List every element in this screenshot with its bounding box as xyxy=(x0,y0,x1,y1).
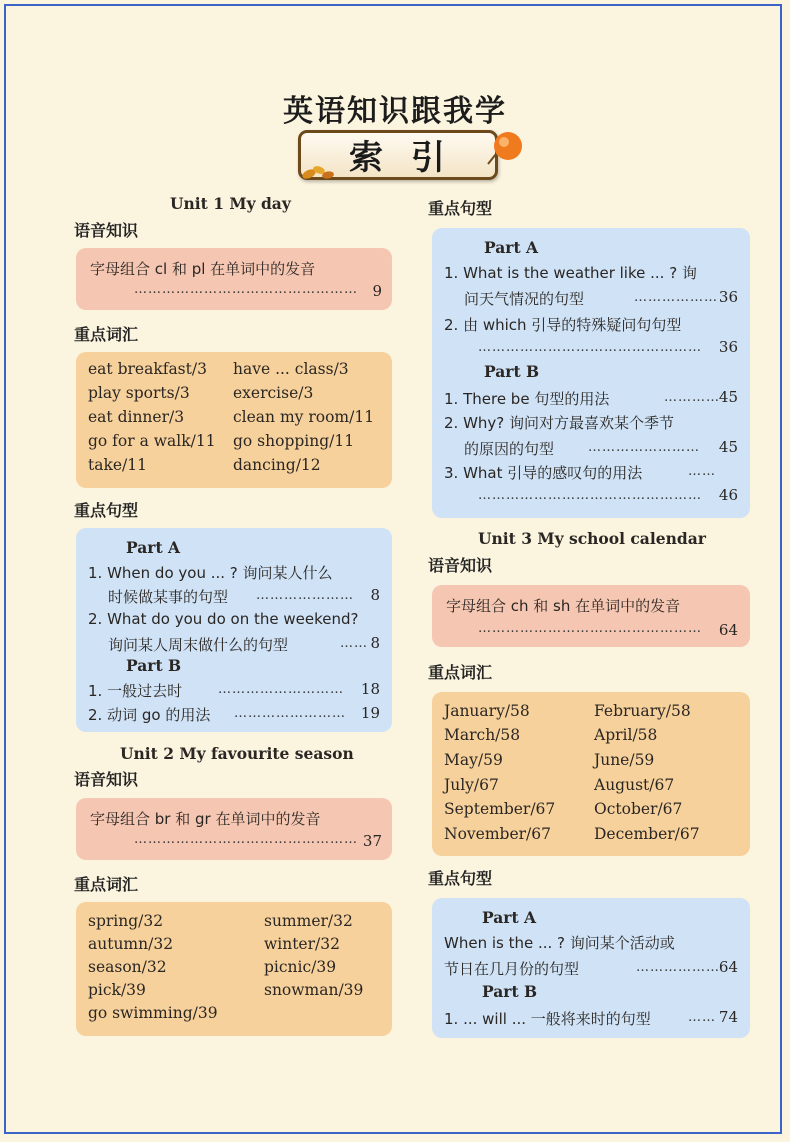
vocab-item: go shopping/11 xyxy=(233,432,355,450)
unit3-phonics-page: 64 xyxy=(718,621,738,639)
leader-dots: ………… xyxy=(664,390,720,405)
vocab-item: October/67 xyxy=(594,800,683,818)
sentence-item: 3. What 引导的感叹句的用法 xyxy=(444,464,643,482)
sentence-item-cont: 时候做某事的句型 xyxy=(108,588,229,606)
vocab-item: spring/32 xyxy=(88,912,164,930)
unit2-phonics-box xyxy=(76,798,392,860)
vocab-item: February/58 xyxy=(594,702,691,720)
unit2-vocab-label: 重点词汇 xyxy=(74,875,139,894)
unit1-vocab-label: 重点词汇 xyxy=(74,325,139,344)
sentence-item: 2. 由 which 引导的特殊疑问句句型 xyxy=(444,316,682,334)
unit1-vocab-box xyxy=(76,352,392,488)
sentence-item: 2. 动词 go 的用法 xyxy=(88,706,211,724)
unit2-sentence-label: 重点句型 xyxy=(428,199,493,218)
sentence-item: 1. ... will ... 一般将来时的句型 xyxy=(444,1010,651,1028)
vocab-item: November/67 xyxy=(444,825,551,843)
vocab-item: dancing/12 xyxy=(233,456,321,474)
unit3-vocab-box xyxy=(432,692,750,856)
page-number: 64 xyxy=(718,958,738,976)
leader-dots: ……………………… xyxy=(218,682,344,697)
sentence-item: 1. 一般过去时 xyxy=(88,682,183,700)
leaf-decoration-icon xyxy=(301,160,339,182)
page-number: 74 xyxy=(718,1008,738,1026)
page-number: 45 xyxy=(718,388,738,406)
vocab-item: have ... class/3 xyxy=(233,360,349,378)
vocab-item: clean my room/11 xyxy=(233,408,375,426)
sentence-item: When is the ... ? 询问某个活动或 xyxy=(444,934,675,952)
leader-dots: …… xyxy=(688,1010,716,1025)
leader-dots: …… xyxy=(340,636,368,651)
vocab-item: August/67 xyxy=(594,776,675,794)
vocab-item: July/67 xyxy=(444,776,499,794)
unit2-heading: Unit 2 My favourite season xyxy=(120,744,354,763)
page-number: 36 xyxy=(718,288,738,306)
vocab-item: picnic/39 xyxy=(264,958,337,976)
vocab-item: eat breakfast/3 xyxy=(88,360,207,378)
leader-dots: ………………………………………… xyxy=(134,832,358,847)
unit2-phonics-page: 37 xyxy=(362,832,382,850)
unit1-phonics-page: 9 xyxy=(372,282,382,300)
unit3-sentence-box xyxy=(432,898,750,1038)
leader-dots: ……………… xyxy=(634,290,718,305)
leader-dots: ………………………………………… xyxy=(478,340,702,355)
vocab-item: June/59 xyxy=(594,751,655,769)
unit1-sentence-label: 重点句型 xyxy=(74,501,139,520)
vocab-item: September/67 xyxy=(444,800,556,818)
page-number: 8 xyxy=(370,634,380,652)
unit3-phonics-text: 字母组合 ch 和 sh 在单词中的发音 xyxy=(446,597,681,615)
sentence-item: 1. What is the weather like ... ? 询 xyxy=(444,264,697,282)
unit1-sentence-box xyxy=(76,528,392,732)
vocab-item: January/58 xyxy=(444,702,530,720)
vocab-item: April/58 xyxy=(594,726,658,744)
sentence-item-cont: 的原因的句型 xyxy=(464,440,555,458)
vocab-item: eat dinner/3 xyxy=(88,408,185,426)
vocab-item: take/11 xyxy=(88,456,147,474)
unit3-phonics-box xyxy=(432,585,750,647)
leader-dots: ………………………………………… xyxy=(478,621,702,636)
vocab-item: exercise/3 xyxy=(233,384,314,402)
page-number: 46 xyxy=(718,486,738,504)
vocab-item: season/32 xyxy=(88,958,167,976)
page-number: 18 xyxy=(360,680,380,698)
sentence-item: 1. There be 句型的用法 xyxy=(444,390,610,408)
leader-dots: ………………………………………… xyxy=(478,488,702,503)
unit1-phonics-label: 语音知识 xyxy=(74,221,139,240)
unit3-heading: Unit 3 My school calendar xyxy=(478,529,706,548)
leader-dots: …………………… xyxy=(588,440,700,455)
vocab-item: snowman/39 xyxy=(264,981,364,999)
sentence-item-cont: 节日在几月份的句型 xyxy=(444,960,580,978)
part-a-heading: Part A xyxy=(482,908,537,927)
part-a-heading: Part A xyxy=(126,538,181,557)
unit2-phonics-text: 字母组合 br 和 gr 在单词中的发音 xyxy=(90,810,321,828)
sentence-item-cont: 询问某人周末做什么的句型 xyxy=(108,636,289,654)
part-b-heading: Part B xyxy=(484,362,540,381)
sentence-item: 2. What do you do on the weekend? xyxy=(88,610,359,628)
unit1-phonics-text: 字母组合 cl 和 pl 在单词中的发音 xyxy=(90,260,316,278)
unit3-phonics-label: 语音知识 xyxy=(428,556,493,575)
leader-dots: ……………… xyxy=(636,960,720,975)
vocab-item: autumn/32 xyxy=(88,935,174,953)
page-number: 19 xyxy=(360,704,380,722)
sentence-item-cont: 问天气情况的句型 xyxy=(464,290,585,308)
unit2-sentence-box xyxy=(432,228,750,518)
leader-dots: ………………………………………… xyxy=(134,282,358,297)
leader-dots: ………………… xyxy=(256,588,354,603)
sentence-item: 1. When do you ... ? 询问某人什么 xyxy=(88,564,333,582)
leader-dots: …… xyxy=(688,464,716,479)
unit2-phonics-label: 语音知识 xyxy=(74,770,139,789)
part-b-heading: Part B xyxy=(126,656,182,675)
unit3-sentence-label: 重点句型 xyxy=(428,869,493,888)
vocab-item: December/67 xyxy=(594,825,700,843)
sun-ball-icon xyxy=(486,128,526,168)
unit3-vocab-label: 重点词汇 xyxy=(428,663,493,682)
vocab-item: play sports/3 xyxy=(88,384,190,402)
unit2-vocab-box xyxy=(76,902,392,1036)
page-number: 45 xyxy=(718,438,738,456)
vocab-item: go for a walk/11 xyxy=(88,432,216,450)
vocab-item: go swimming/39 xyxy=(88,1004,218,1022)
sentence-item: 2. Why? 询问对方最喜欢某个季节 xyxy=(444,414,675,432)
vocab-item: pick/39 xyxy=(88,981,146,999)
page-number: 8 xyxy=(370,586,380,604)
part-b-heading: Part B xyxy=(482,982,538,1001)
part-a-heading: Part A xyxy=(484,238,539,257)
vocab-item: May/59 xyxy=(444,751,503,769)
vocab-item: March/58 xyxy=(444,726,521,744)
vocab-item: winter/32 xyxy=(264,935,340,953)
unit1-phonics-box xyxy=(76,248,392,310)
leader-dots: …………………… xyxy=(234,706,346,721)
unit1-heading: Unit 1 My day xyxy=(170,194,291,213)
page-number: 36 xyxy=(718,338,738,356)
vocab-item: summer/32 xyxy=(264,912,353,930)
page-title: 英语知识跟我学 xyxy=(283,94,507,129)
index-banner: 索引 xyxy=(298,130,498,180)
